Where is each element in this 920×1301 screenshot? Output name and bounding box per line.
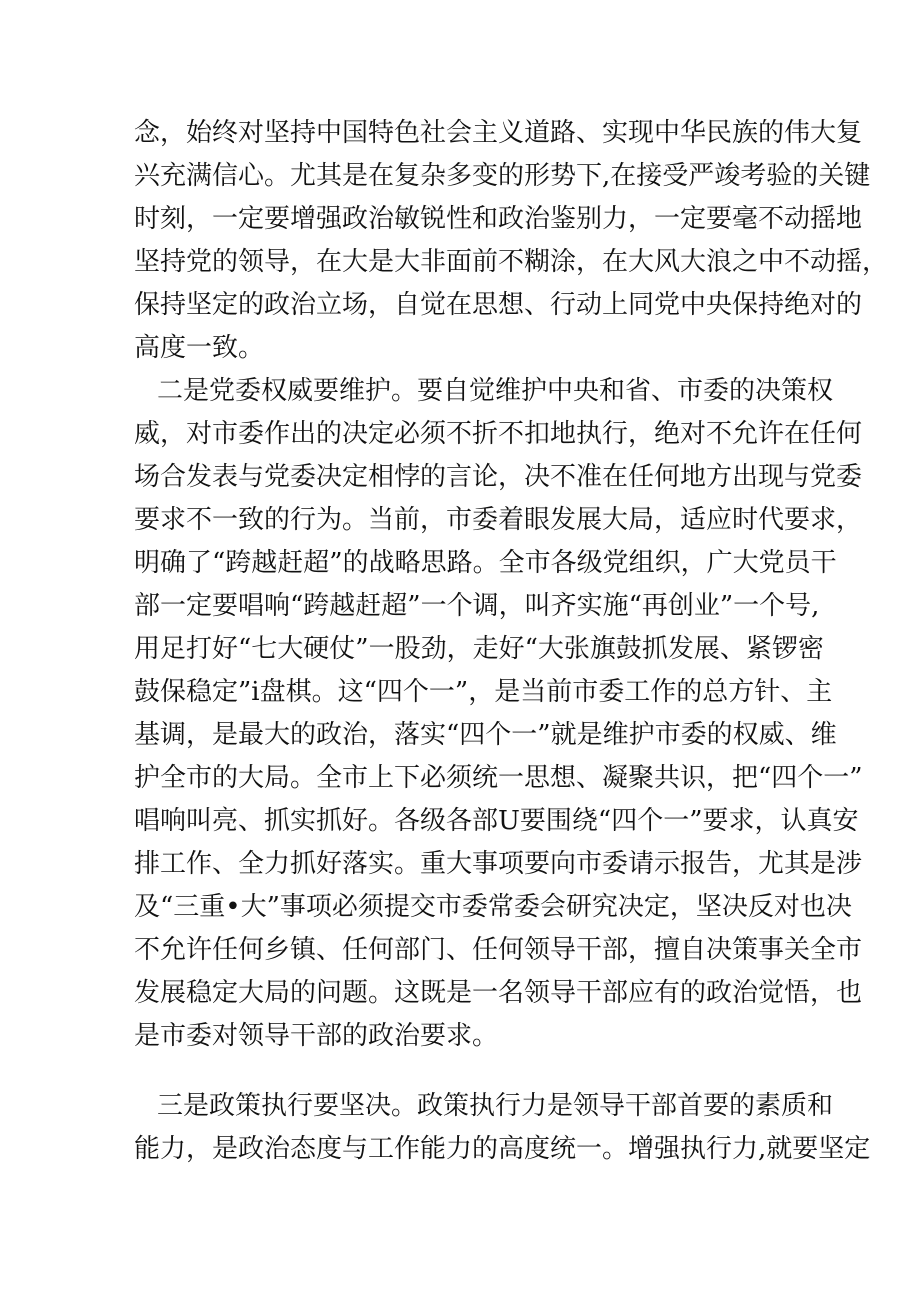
- text-line: 要求不一致的行为。当前，市委着眼发展大局，适应时代要求，: [134, 505, 863, 535]
- text-line: 兴充满信心。尤其是在复杂多变的形势下,在接受严竣考验的关键: [134, 161, 871, 191]
- text-line: 坚持党的领导，在大是大非面前不糊涂，在大风大浪之中不动摇，: [134, 247, 889, 277]
- text-line: 保持坚定的政治立场，自觉在思想、行动上同党中央保持绝对的: [134, 290, 863, 320]
- text-line: 不允许任何乡镇、任何部门、任何领导干部，擅自决策事关全市: [134, 935, 863, 965]
- text-line: 能力，是政治态度与工作能力的高度统一。增强执行力,就要坚定: [134, 1134, 871, 1164]
- text-line: 威，对市委作出的决定必须不折不扣地执行，绝对不允许在任何: [134, 419, 863, 449]
- text-line: 明确了“跨越赶超”的战略思路。全市各级党组织，广大党员干: [134, 548, 837, 578]
- text-line: 及“三重•大”事项必须提交市委常委会研究决定，坚决反对也决: [134, 892, 852, 922]
- text-line: 排工作、全力抓好落实。重大事项要向市委请示报告，尤其是涉: [134, 849, 863, 879]
- text-line: 场合发表与党委决定相悖的言论，决不准在任何地方出现与党委: [134, 462, 863, 492]
- text-line: 基调，是最大的政治，落实“四个一”就是维护市委的权威、维: [134, 720, 837, 750]
- paragraph-first-line: 三是政策执行要坚决。政策执行力是领导干部首要的素质和: [157, 1091, 834, 1121]
- text-line: 鼓保稳定”i盘棋。这“四个一”，是当前市委工作的总方针、主: [134, 677, 833, 707]
- text-line: 唱响叫亮、抓实抓好。各级各部U要围绕“四个一”要求，认真安: [134, 806, 859, 836]
- text-line: 用足打好“七大硬仗”一股劲，走好“大张旗鼓抓发展、紧锣密: [134, 634, 824, 664]
- text-line: 护全市的大局。全市上下必须统一思想、凝聚共识，把“四个一”: [134, 763, 863, 793]
- text-line: 部一定要唱响“跨越赶超”一个调，叫齐实施“再创业”一个号,: [134, 591, 820, 621]
- paragraph-first-line: 二是党委权威要维护。要自觉维护中央和省、市委的决策权: [157, 376, 834, 406]
- text-line: 发展稳定大局的问题。这既是一名领导干部应有的政治觉悟，也: [134, 978, 863, 1008]
- text-line: 念，始终对坚持中国特色社会主义道路、实现中华民族的伟大复: [134, 118, 863, 148]
- text-line: 是市委对领导干部的政治要求。: [134, 1021, 499, 1051]
- text-line: 时刻，一定要增强政治敏锐性和政治鉴别力，一定要毫不动摇地: [134, 204, 863, 234]
- text-line: 高度一致。: [134, 333, 265, 363]
